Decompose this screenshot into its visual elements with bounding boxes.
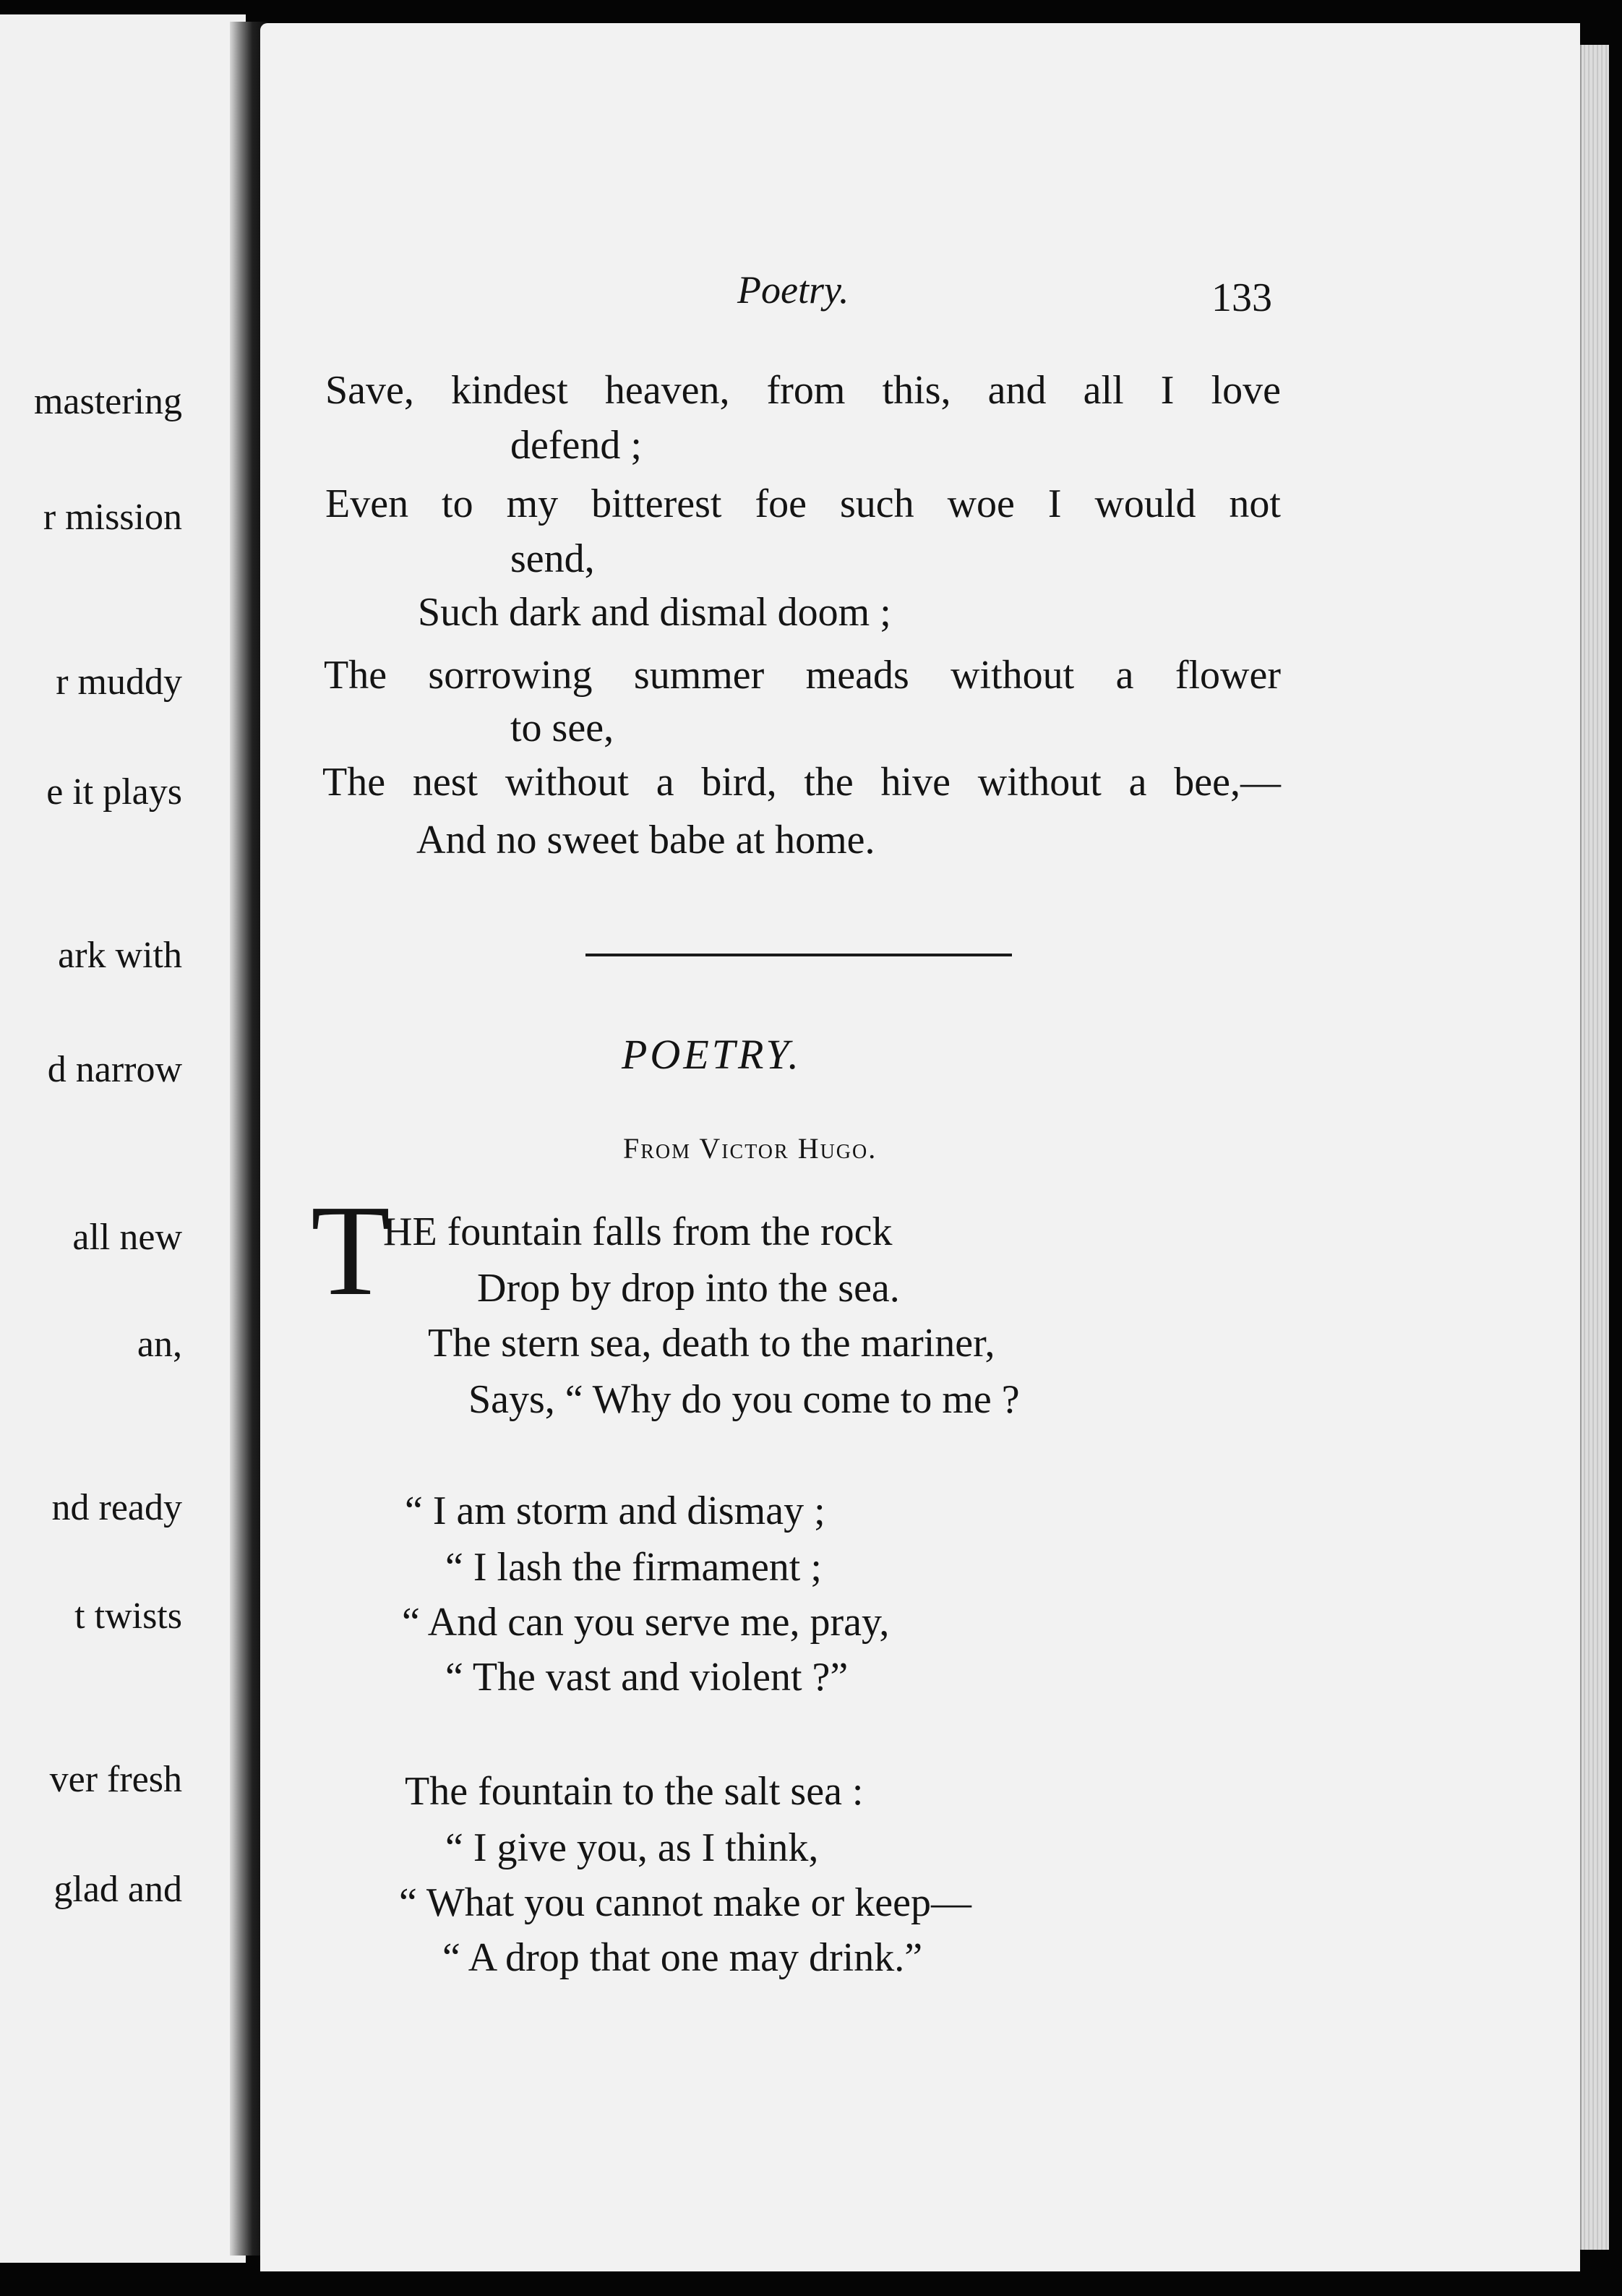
left-page-line: mastering xyxy=(33,381,182,422)
poem-line: “ A drop that one may drink.” xyxy=(442,1935,923,1980)
poem-line: to see, xyxy=(510,706,614,750)
poem-line: Drop by drop into the sea. xyxy=(477,1266,900,1311)
left-page-line: e it plays xyxy=(46,771,182,813)
poem-line: “ I am storm and dismay ; xyxy=(405,1488,825,1533)
poem-line: Says, “ Why do you come to me ? xyxy=(468,1377,1020,1422)
poem-line: HE fountain falls from the rock xyxy=(383,1209,893,1254)
poem-attribution: From Victor Hugo. xyxy=(623,1132,877,1165)
poem-line: “ The vast and violent ?” xyxy=(445,1655,849,1700)
left-page-line: ver fresh xyxy=(49,1759,182,1800)
left-page-line: t twists xyxy=(74,1595,182,1637)
poem-line: defend ; xyxy=(510,423,642,468)
poem-line: “ I lash the firmament ; xyxy=(445,1545,822,1590)
poem-line: Even to my bitterest foe such woe I would not xyxy=(325,481,1281,526)
poem-line: The nest without a bird, the hive without a bee,— xyxy=(322,760,1281,805)
left-page-line: all new xyxy=(72,1217,182,1258)
poem-line: Save, kindest heaven, from this, and all I love xyxy=(325,368,1281,413)
left-page-line: r mission xyxy=(43,497,182,538)
poem-line: The sorrowing summer meads without a flower xyxy=(324,653,1281,698)
running-head-title: Poetry. xyxy=(737,268,849,312)
poem-line: “ What you cannot make or keep— xyxy=(399,1880,972,1925)
left-page-line: d narrow xyxy=(47,1049,182,1090)
poem-line: “ I give you, as I think, xyxy=(445,1825,819,1870)
left-page-line: an, xyxy=(137,1324,182,1365)
poem-heading: POETRY. xyxy=(622,1031,802,1078)
left-page-line: nd ready xyxy=(51,1487,182,1528)
poem-line: The fountain to the salt sea : xyxy=(405,1769,864,1814)
poem-line: Such dark and dismal doom ; xyxy=(418,590,891,635)
poem-line: send, xyxy=(510,536,595,581)
left-page-line: ark with xyxy=(58,935,182,976)
poem-line: The stern sea, death to the mariner, xyxy=(428,1321,995,1366)
left-page-line: glad and xyxy=(53,1869,182,1910)
poem-line: “ And can you serve me, pray, xyxy=(402,1600,890,1645)
page-edge xyxy=(1580,45,1609,2250)
page-number: 133 xyxy=(1211,275,1272,320)
section-divider xyxy=(585,954,1012,956)
drop-cap: T xyxy=(311,1178,390,1322)
left-page-line: r muddy xyxy=(56,661,182,703)
left-page xyxy=(0,14,246,2263)
poem-line: And no sweet babe at home. xyxy=(416,818,875,862)
